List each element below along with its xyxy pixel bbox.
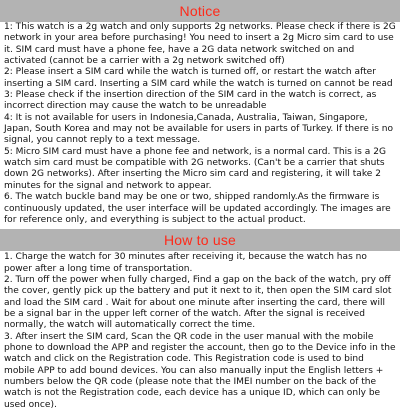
notice-item: 3: Please check if the insertion direction of the SIM card in the watch is correct, as incorrect direction may cause the watch to be unreadable [4,90,377,112]
notice-item: 1: This watch is a 2g watch and only supports 2g networks. Please check if there is 2G network in your area before purchasing! You need to insert a 2g Micro sim card to use it. SIM card must have a phone fee, have a 2G data network switched on and activated (cannot be a carrier with a 2g network switched off) [4,22,396,67]
notice-list [4,22,396,226]
howto-list [4,251,396,411]
howto-item: 1. Charge the watch for 30 minutes after receiving it, because the watch has no power after a long time of transportation. [4,252,367,274]
notice-item: 5: Micro SIM card must have a phone fee and network, is a normal card. This is a 2G watch sim card must be compatible with 2G networks. (Can't be a carrier that shuts down 2G networks). After inserting the Micro sim card and registering, it will take 2 minutes for the signal and network to appear. [4,146,386,191]
howto-item: 3. After insert the SIM card, Scan the QR code in the user manual with the mobile phone to download the APP and register the account, then go to the Device info in the watch and click on the Registration code. This Registration code is used to bind mobile APP to add bound devices. You can also manually input the English letters + numbers below the QR code (please note that the IMEI number on the back of the watch is not the Registration code, each device has a unique ID, which can only be used once). [4,331,396,410]
notice-title: Notice [179,3,221,19]
notice-header [0,0,400,22]
notice-item: 4: It is not available for users in Indonesia,Canada, Australia, Taiwan, Singapore, Japan, South Korea and may not be available for users in parts of Turkey. If there is no signal, you cannot reply to a text message. [4,112,394,146]
notice-item: 6. The watch buckle band may be one or two, shipped randomly.As the firmware is continuously updated, the user interface will be updated accordingly. The images are for reference only, and everything is subject to the actual product. [4,192,391,225]
notice-item: 2: Please insert a SIM card while the watch is turned off, or restart the watch after inserting a SIM card. Inserting a SIM card while the watch is turned on cannot be read [4,67,393,89]
howto-title: How to use [163,232,237,249]
howto-item: 2. Turn off the power when fully charged, Find a gap on the back of the watch, pry off the cover, gently pick up the battery and put it next to it, then open the SIM card slot and load the SIM card . Wait for about one minute after inserting the card, there will be a signal bar in the upper left corner of the watch. After the signal is received normally, the watch will automatically correct the time. [4,274,392,331]
howto-header [0,229,400,251]
